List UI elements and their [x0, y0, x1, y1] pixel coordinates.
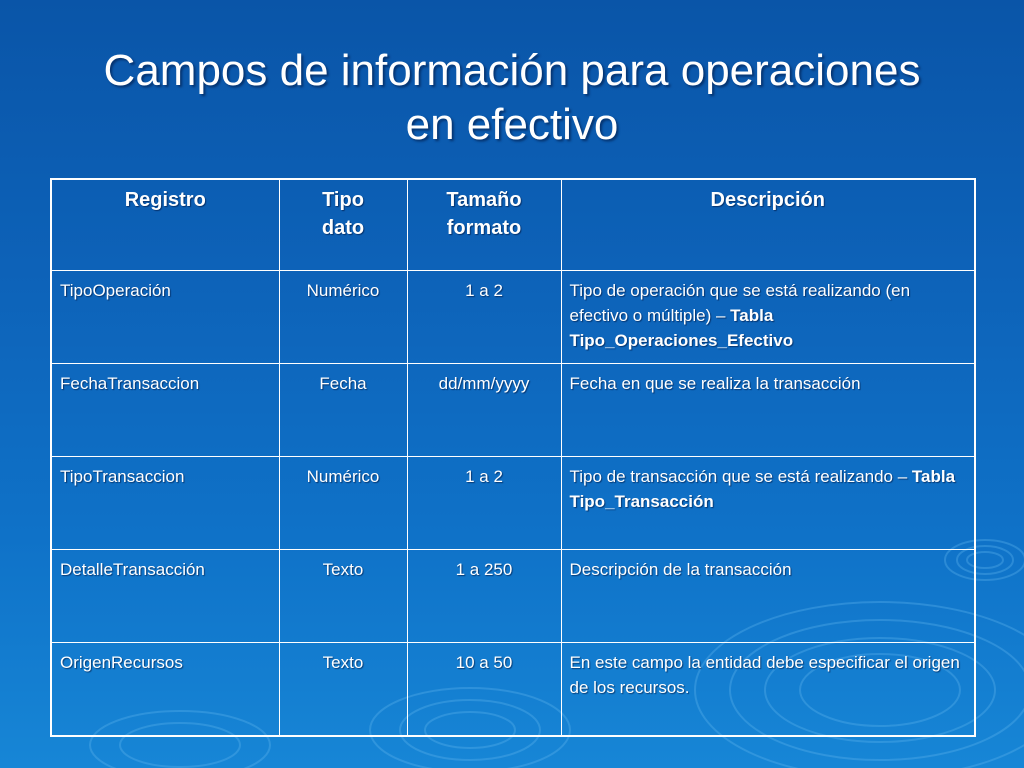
- table-header-row: [51, 179, 975, 271]
- cell-tipo: Numérico: [279, 457, 407, 550]
- cell-registro: OrigenRecursos: [51, 643, 279, 737]
- header-registro: [51, 179, 279, 271]
- header-tamano-line-2: formato: [446, 217, 522, 239]
- slide-title-line-2: en efectivo: [405, 100, 619, 149]
- header-registro-label: Registro: [124, 189, 206, 211]
- table-row: [51, 457, 975, 550]
- table-row: [51, 364, 975, 457]
- descripcion-table-ref: Tabla Tipo_Operaciones_Efectivo: [569, 306, 794, 350]
- header-tipo-dato-line-1: Tipo: [322, 189, 364, 211]
- cell-registro: DetalleTransacción: [51, 550, 279, 643]
- cell-descripcion: [561, 271, 975, 364]
- descripcion-text: Tipo de transacción que se está realizando –: [569, 467, 912, 486]
- descripcion-table-ref: Tabla Tipo_Transacción: [569, 467, 956, 511]
- header-tipo-dato: [279, 179, 407, 271]
- header-tipo-dato-line-2: dato: [321, 217, 365, 239]
- cell-descripcion: [561, 457, 975, 550]
- cell-descripcion: [561, 364, 975, 457]
- slide-title-line-1: Campos de información para operaciones: [103, 46, 921, 95]
- fields-table: [50, 178, 976, 737]
- cell-tipo: Numérico: [279, 271, 407, 364]
- cell-registro: FechaTransaccion: [51, 364, 279, 457]
- header-descripcion-label: Descripción: [710, 189, 825, 211]
- header-descripcion: [561, 179, 975, 271]
- table-row: [51, 550, 975, 643]
- descripcion-text: Tipo de operación que se está realizando (en efectivo o múltiple) –: [569, 281, 911, 325]
- table-row: [51, 643, 975, 737]
- cell-tamano: 1 a 2: [407, 271, 561, 364]
- cell-tipo: Texto: [279, 550, 407, 643]
- table-row: [51, 271, 975, 364]
- cell-descripcion: [561, 643, 975, 737]
- cell-descripcion: [561, 550, 975, 643]
- cell-tamano: 10 a 50: [407, 643, 561, 737]
- cell-tamano: 1 a 2: [407, 457, 561, 550]
- cell-registro: TipoOperación: [51, 271, 279, 364]
- header-tamano-line-1: Tamaño: [446, 189, 522, 211]
- slide-title: [40, 44, 984, 152]
- cell-tipo: Fecha: [279, 364, 407, 457]
- cell-tamano: dd/mm/yyyy: [407, 364, 561, 457]
- header-tamano-formato: [407, 179, 561, 271]
- cell-tipo: Texto: [279, 643, 407, 737]
- cell-tamano: 1 a 250: [407, 550, 561, 643]
- descripcion-text: Descripción de la transacción: [569, 560, 792, 579]
- descripcion-text: En este campo la entidad debe especificar el origen de los recursos.: [569, 653, 960, 697]
- descripcion-text: Fecha en que se realiza la transacción: [569, 374, 861, 393]
- cell-registro: TipoTransaccion: [51, 457, 279, 550]
